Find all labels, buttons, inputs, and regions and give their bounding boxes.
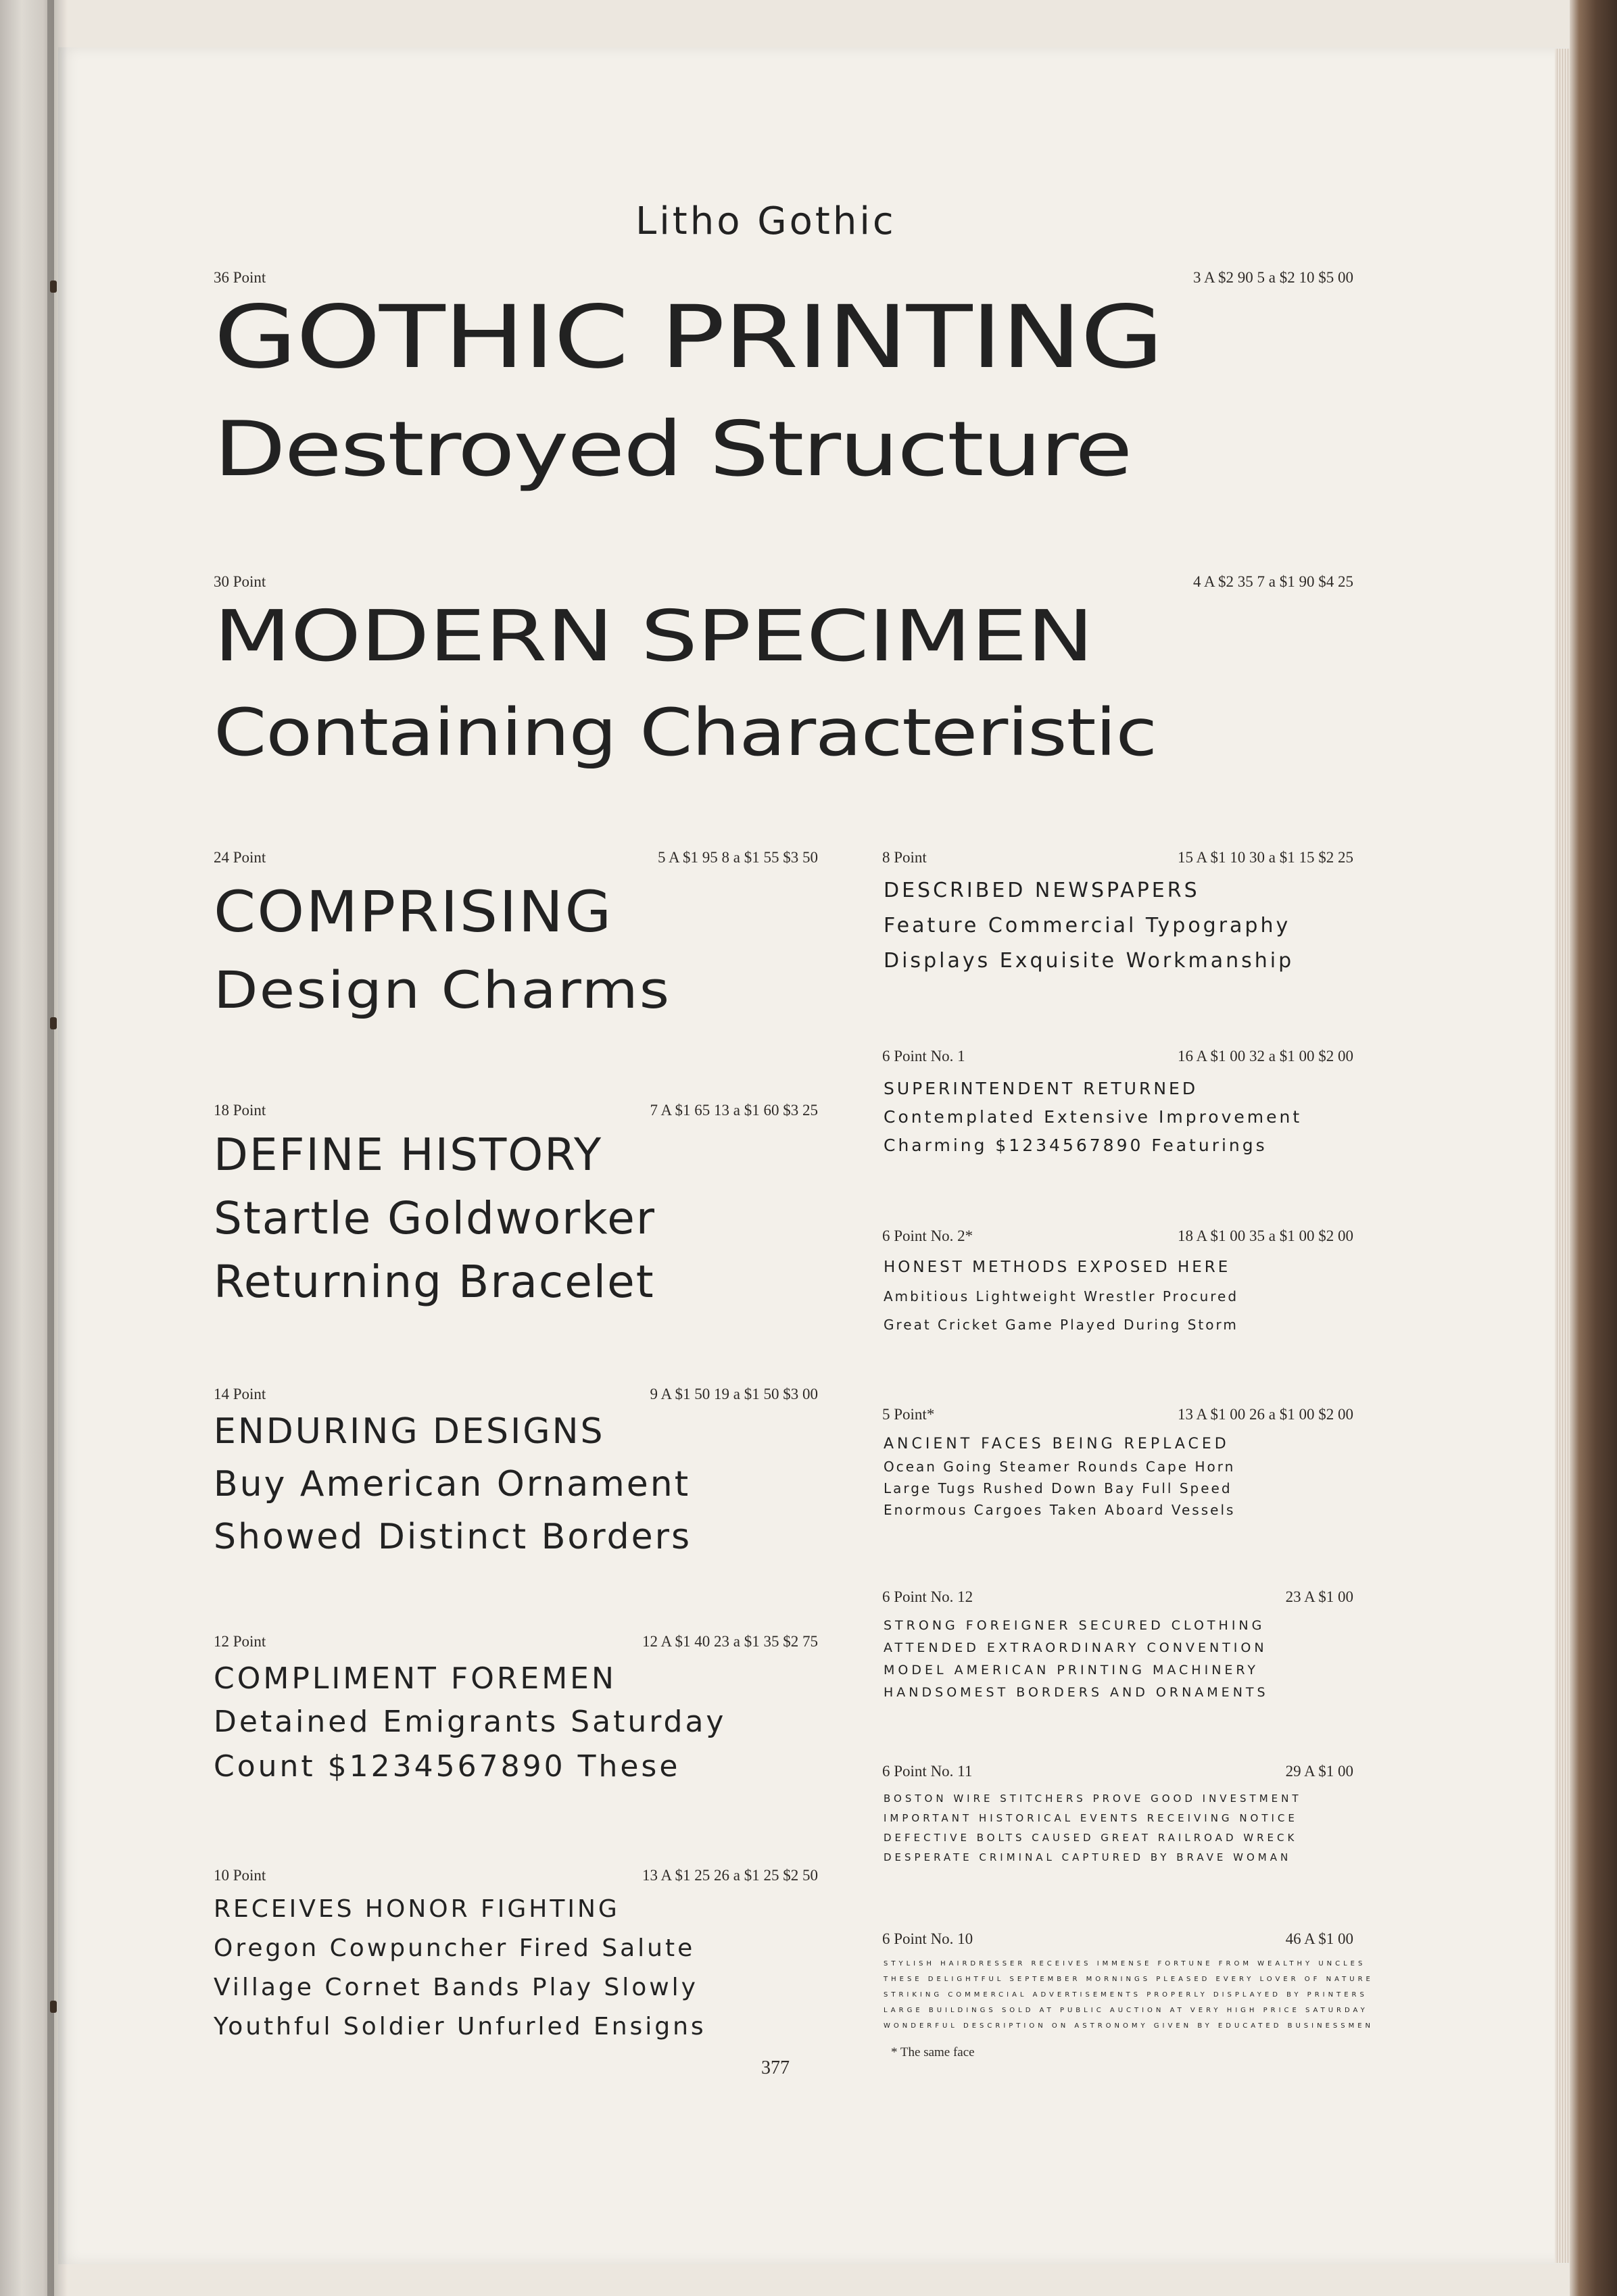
specimen-line: WONDERFUL DESCRIPTION ON ASTRONOMY GIVEN BY EDUCATED BUSINESSMEN (884, 2022, 1374, 2030)
specimen-line: STRONG FOREIGNER SECURED CLOTHING (884, 1618, 1265, 1633)
specimen-line: Count $1234567890 These (214, 1749, 681, 1784)
size-label: 30 Point (214, 573, 266, 590)
specimen-line: MODERN SPECIMEN (214, 595, 1094, 677)
specimen-line: Village Cornet Bands Play Slowly (214, 1974, 698, 2001)
specimen-line: Charming $1234567890 Featurings (884, 1135, 1268, 1155)
size-label: 5 Point* (882, 1406, 935, 1423)
specimen-line: HANDSOMEST BORDERS AND ORNAMENTS (884, 1685, 1269, 1700)
size-label: 10 Point (214, 1867, 266, 1884)
book-cover-edge (1570, 0, 1617, 2296)
specimen-line: HONEST METHODS EXPOSED HERE (884, 1259, 1231, 1276)
specimen-line: THESE DELIGHTFUL SEPTEMBER MORNINGS PLEASED EVERY LOVER OF NATURE (884, 1976, 1374, 1983)
price-label: 9 A $1 50 19 a $1 50 $3 00 (650, 1386, 818, 1402)
price-label: 29 A $1 00 (1285, 1763, 1353, 1780)
price-label: 23 A $1 00 (1285, 1588, 1353, 1605)
specimen-line: Startle Goldworker (214, 1192, 656, 1244)
specimen-line: DEFINE HISTORY (214, 1129, 603, 1181)
left-page-edge (0, 0, 54, 2296)
specimen-line: ANCIENT FACES BEING REPLACED (884, 1436, 1230, 1452)
size-label: 14 Point (214, 1386, 266, 1402)
specimen-line: Ocean Going Steamer Rounds Cape Horn (884, 1459, 1236, 1475)
page-number: 377 (761, 2057, 790, 2078)
specimen-line: ENDURING DESIGNS (214, 1411, 605, 1452)
specimen-line: Destroyed Structure (214, 406, 1132, 493)
specimen-line: Enormous Cargoes Taken Aboard Vessels (884, 1502, 1236, 1518)
price-label: 46 A $1 00 (1285, 1930, 1353, 1947)
price-label: 15 A $1 10 30 a $1 15 $2 25 (1177, 849, 1353, 866)
price-label: 7 A $1 65 13 a $1 60 $3 25 (650, 1102, 818, 1119)
specimen-line: Returning Bracelet (214, 1256, 655, 1308)
price-label: 5 A $1 95 8 a $1 55 $3 50 (657, 849, 818, 866)
specimen-line: Feature Commercial Typography (884, 914, 1291, 937)
specimen-line: COMPRISING (214, 879, 613, 945)
specimen-line: DEFECTIVE BOLTS CAUSED GREAT RAILROAD WRECK (884, 1832, 1298, 1844)
specimen-line: STYLISH HAIRDRESSER RECEIVES IMMENSE FORTUNE FROM WEALTHY UNCLES (884, 1960, 1366, 1968)
specimen-line: DESCRIBED NEWSPAPERS (884, 879, 1200, 902)
binding-mark (50, 1017, 57, 1029)
price-label: 16 A $1 00 32 a $1 00 $2 00 (1177, 1048, 1353, 1065)
specimen-line: Youthful Soldier Unfurled Ensigns (214, 2013, 706, 2041)
size-label: 8 Point (882, 849, 927, 866)
specimen-line: SUPERINTENDENT RETURNED (884, 1079, 1199, 1098)
specimen-line: Displays Exquisite Workmanship (884, 949, 1295, 973)
specimen-line: Buy American Ornament (214, 1464, 691, 1505)
size-label: 6 Point No. 1 (882, 1048, 965, 1065)
spine-shadow (47, 0, 68, 2296)
specimen-line: Detained Emigrants Saturday (214, 1705, 727, 1739)
size-label: 24 Point (214, 849, 266, 866)
size-label: 18 Point (214, 1102, 266, 1119)
size-label: 6 Point No. 2* (882, 1227, 973, 1244)
binding-mark (50, 2001, 57, 2013)
specimen-line: Large Tugs Rushed Down Bay Full Speed (884, 1480, 1232, 1496)
specimen-line: BOSTON WIRE STITCHERS PROVE GOOD INVESTMENT (884, 1792, 1302, 1805)
price-label: 3 A $2 90 5 a $2 10 $5 00 (1192, 269, 1353, 286)
specimen-line: Oregon Cowpuncher Fired Salute (214, 1934, 696, 1962)
specimen-line: Great Cricket Game Played During Storm (884, 1317, 1238, 1333)
footnote: * The same face (891, 2045, 975, 2059)
specimen-line: Ambitious Lightweight Wrestler Procured (884, 1288, 1239, 1304)
specimen-line: Containing Characteristic (214, 695, 1157, 771)
size-label: 6 Point No. 10 (882, 1930, 973, 1947)
specimen-line: COMPLIMENT FOREMEN (214, 1661, 617, 1696)
price-label: 4 A $2 35 7 a $1 90 $4 25 (1192, 573, 1353, 590)
size-label: 12 Point (214, 1633, 266, 1650)
size-label: 36 Point (214, 269, 266, 286)
specimen-line: RECEIVES HONOR FIGHTING (214, 1895, 620, 1923)
page-title: Litho Gothic (635, 199, 896, 243)
price-label: 13 A $1 25 26 a $1 25 $2 50 (642, 1867, 818, 1884)
specimen-line: Design Charms (214, 960, 671, 1020)
specimen-line: LARGE BUILDINGS SOLD AT PUBLIC AUCTION AT VERY HIGH PRICE SATURDAY (884, 2007, 1368, 2014)
size-label: 6 Point No. 11 (882, 1763, 973, 1780)
specimen-line: IMPORTANT HISTORICAL EVENTS RECEIVING NOTICE (884, 1812, 1298, 1824)
binding-mark (50, 280, 57, 293)
specimen-line: MODEL AMERICAN PRINTING MACHINERY (884, 1663, 1259, 1678)
specimen-line: DESPERATE CRIMINAL CAPTURED BY BRAVE WOMAN (884, 1851, 1292, 1863)
price-label: 12 A $1 40 23 a $1 35 $2 75 (642, 1633, 818, 1650)
size-label: 6 Point No. 12 (882, 1588, 973, 1605)
specimen-line: Contemplated Extensive Improvement (884, 1107, 1303, 1127)
specimen-line: GOTHIC PRINTING (214, 287, 1163, 388)
specimen-line: Showed Distinct Borders (214, 1517, 692, 1557)
price-label: 18 A $1 00 35 a $1 00 $2 00 (1177, 1227, 1353, 1244)
specimen-line: ATTENDED EXTRAORDINARY CONVENTION (884, 1640, 1268, 1655)
price-label: 13 A $1 00 26 a $1 00 $2 00 (1177, 1406, 1353, 1423)
specimen-line: STRIKING COMMERCIAL ADVERTISEMENTS PROPERLY DISPLAYED BY PRINTERS (884, 1991, 1368, 1999)
